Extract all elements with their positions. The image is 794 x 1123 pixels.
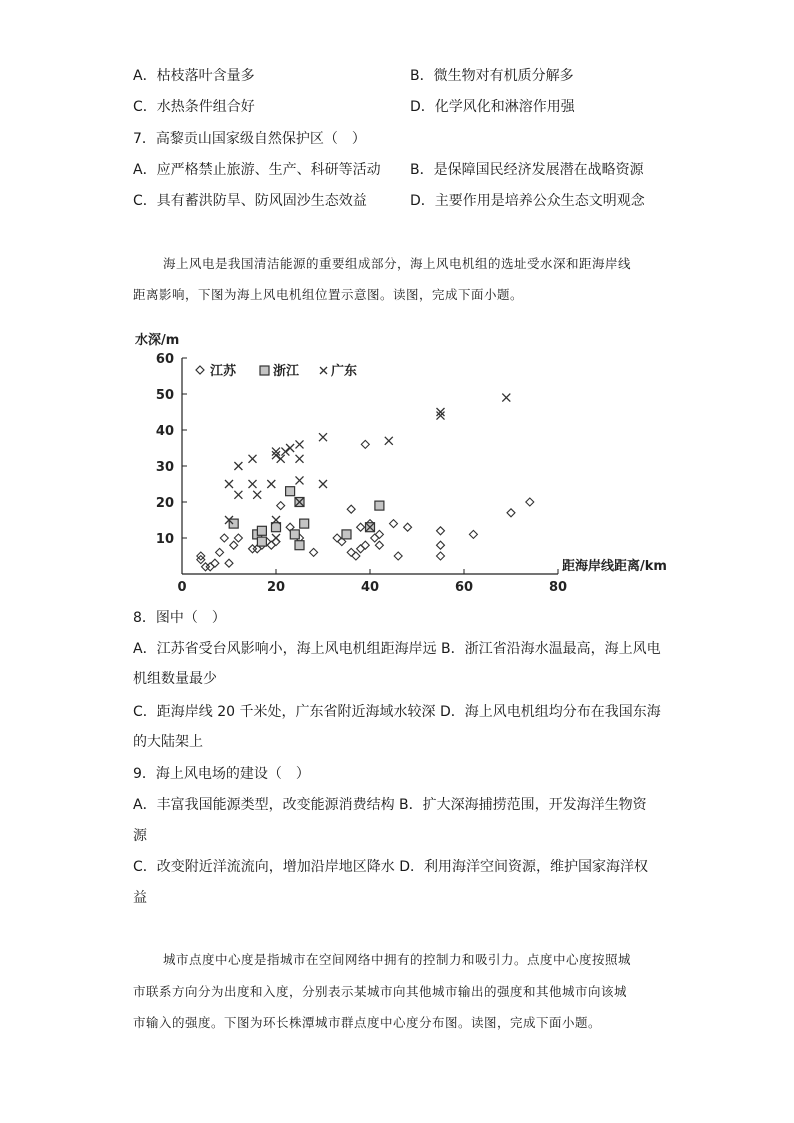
q7-stem: 7．高黎贡山国家级自然保护区（ ） (133, 131, 366, 147)
legend-label-zhejiang: 浙江 (273, 364, 300, 379)
point-zhejiang (286, 487, 295, 496)
point-zhejiang (290, 530, 299, 539)
intro1-line1: 海上风电是我国清洁能源的重要组成部分，海上风电机组的选址受水深和距海岸线 (163, 256, 632, 271)
intro2-line1: 城市点度中心度是指城市在空间网络中拥有的控制力和吸引力。点度中心度按照城 (163, 952, 632, 967)
point-jiangsu (361, 541, 369, 549)
x-tick-label: 0 (177, 580, 187, 595)
q9-stem: 9．海上风电场的建设（ ） (133, 766, 310, 782)
point-jiangsu (437, 527, 445, 535)
point-guangdong (296, 476, 304, 484)
point-jiangsu (390, 520, 398, 528)
point-guangdong (234, 491, 242, 499)
q6-option-a: A．枯枝落叶含量多 (133, 68, 255, 84)
q6-option-c: C．水热条件组合好 (133, 99, 255, 115)
point-jiangsu (507, 509, 515, 517)
legend-marker-guangdong (320, 367, 327, 374)
chart-legend (196, 363, 357, 379)
y-tick-label: 40 (155, 424, 174, 439)
q9-line2: 源 (133, 828, 147, 844)
q8-line4: 的大陆架上 (133, 734, 203, 750)
scatter-chart (120, 322, 700, 597)
q8-stem: 8．图中（ ） (133, 610, 226, 626)
point-zhejiang (375, 501, 384, 510)
y-tick-label: 50 (155, 388, 174, 403)
q7-option-a: A．应严格禁止旅游、生产、科研等活动 (133, 162, 381, 178)
point-jiangsu (267, 541, 275, 549)
point-jiangsu (469, 530, 477, 538)
point-jiangsu (220, 534, 228, 542)
x-tick-label: 80 (548, 580, 568, 595)
point-jiangsu (310, 548, 318, 556)
point-jiangsu (230, 541, 238, 549)
point-jiangsu (375, 530, 383, 538)
legend-label-jiangsu: 江苏 (210, 364, 237, 379)
point-jiangsu (394, 552, 402, 560)
point-zhejiang (342, 530, 351, 539)
intro1-line2: 距离影响，下图为海上风电机组位置示意图。读图，完成下面小题。 (133, 287, 524, 302)
point-jiangsu (225, 559, 233, 567)
point-jiangsu (371, 534, 379, 542)
q8-line2: 机组数量最少 (133, 671, 217, 687)
q9-line4: 益 (133, 890, 147, 906)
point-jiangsu (347, 548, 355, 556)
q7-option-b: B．是保障国民经济发展潜在战略资源 (410, 162, 644, 178)
q6-option-b: B．微生物对有机质分解多 (410, 68, 574, 84)
point-zhejiang (229, 519, 238, 528)
point-guangdong (319, 433, 327, 441)
point-guangdong (234, 462, 242, 470)
intro2-line2: 市联系方向分为出度和入度，分别表示某城市向其他城市输出的强度和其他城市向该城 (133, 984, 628, 999)
point-jiangsu (357, 545, 365, 553)
axis-ticks (156, 352, 567, 595)
y-tick-label: 30 (155, 460, 174, 475)
point-jiangsu (216, 548, 224, 556)
point-guangdong (296, 440, 304, 448)
legend-marker-jiangsu (196, 366, 204, 374)
point-jiangsu (375, 541, 383, 549)
point-jiangsu (437, 541, 445, 549)
point-guangdong (272, 534, 280, 542)
point-guangdong (249, 480, 257, 488)
point-guangdong (249, 455, 257, 463)
y-tick-label: 20 (155, 496, 174, 511)
x-tick-label: 40 (360, 580, 380, 595)
legend-label-guangdong: 广东 (331, 364, 358, 379)
point-jiangsu (357, 523, 365, 531)
point-guangdong (253, 491, 261, 499)
point-jiangsu (211, 559, 219, 567)
point-zhejiang (295, 541, 304, 550)
x-tick-label: 60 (454, 580, 474, 595)
q9-line3: C．改变附近洋流流向，增加沿岸地区降水 D．利用海洋空间资源，维护国家海洋权 (133, 859, 649, 875)
point-zhejiang (257, 537, 266, 546)
x-tick-label: 20 (266, 580, 286, 595)
point-jiangsu (352, 552, 360, 560)
point-jiangsu (437, 552, 445, 560)
legend-marker-zhejiang (260, 366, 269, 375)
point-guangdong (286, 444, 294, 452)
point-jiangsu (404, 523, 412, 531)
q6-option-d: D．化学风化和淋溶作用强 (410, 99, 575, 115)
q7-option-d: D．主要作用是培养公众生态文明观念 (410, 193, 645, 209)
y-tick-label: 60 (155, 352, 174, 367)
q8-line3: C．距海岸线 20 千米处，广东省附近海域水较深 D．海上风电机组均分布在我国东海 (133, 704, 661, 720)
scatter-points (197, 394, 534, 571)
point-zhejiang (257, 526, 266, 535)
point-guangdong (319, 480, 327, 488)
intro2-line3: 市输入的强度。下图为环长株潭城市群点度中心度分布图。读图，完成下面小题。 (133, 1015, 602, 1030)
q9-line1: A．丰富我国能源类型，改变能源消费结构 B．扩大深海捕捞范围，开发海洋生物资 (133, 797, 647, 813)
point-guangdong (281, 448, 289, 456)
point-guangdong (385, 437, 393, 445)
point-guangdong (225, 480, 233, 488)
point-zhejiang (300, 519, 309, 528)
point-jiangsu (333, 534, 341, 542)
point-jiangsu (347, 505, 355, 513)
y-axis-label: 水深/m (135, 333, 180, 348)
point-jiangsu (277, 502, 285, 510)
point-guangdong (267, 480, 275, 488)
x-axis-label: 距海岸线距离/km (562, 559, 667, 574)
q7-option-c: C．具有蓄洪防旱、防风固沙生态效益 (133, 193, 367, 209)
point-guangdong (502, 394, 510, 402)
y-tick-label: 10 (155, 532, 174, 547)
point-jiangsu (526, 498, 534, 506)
q8-line1: A．江苏省受台风影响小，海上风电机组距海岸远 B．浙江省沿海水温最高，海上风电 (133, 641, 661, 657)
point-jiangsu (361, 440, 369, 448)
point-guangdong (296, 455, 304, 463)
point-jiangsu (234, 534, 242, 542)
point-guangdong (277, 455, 285, 463)
